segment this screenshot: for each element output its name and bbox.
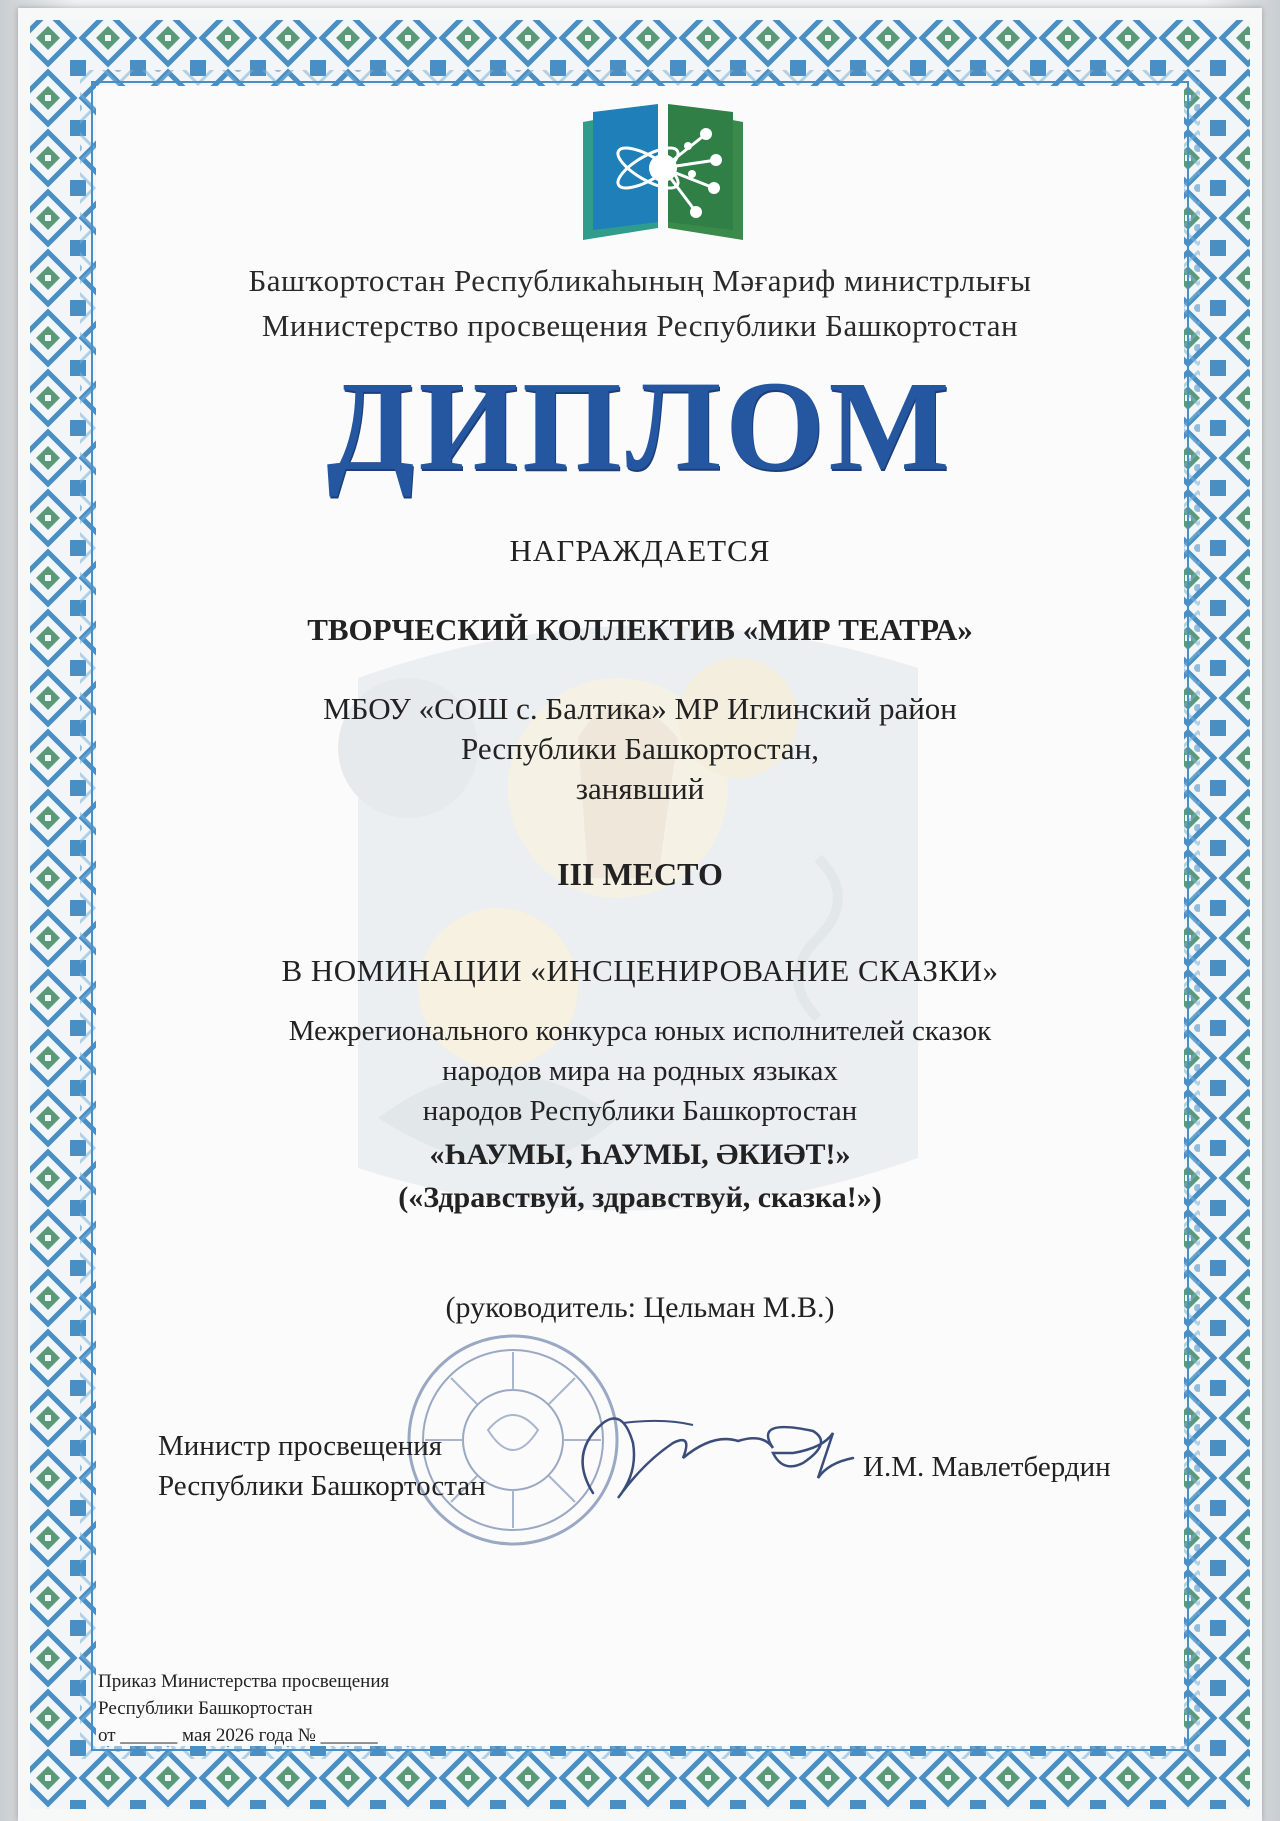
school-name: МБОУ «СОШ с. Балтика» МР Иглинский район: [323, 691, 957, 726]
handwritten-signature-icon: [563, 1403, 863, 1513]
signer-position-line2: Республики Башкортостан: [158, 1470, 486, 1502]
leader-name: (руководитель: Цельман М.В.): [445, 1291, 835, 1324]
took-place-label: занявший: [575, 771, 705, 806]
signer-name: И.М. Мавлетбердин: [863, 1451, 1111, 1483]
diploma-title: ДИПЛОМ: [326, 355, 954, 497]
order-reference: [98, 1668, 389, 1749]
ministry-name-russian: Министерство просвещения Республики Башкортостан: [261, 308, 1019, 343]
region-name: Республики Башкортостан,: [461, 731, 819, 766]
contest-name-russian: («Здравствуй, здравствуй, сказка!»): [398, 1181, 882, 1214]
diploma-sheet: [18, 8, 1262, 1821]
signer-position-line1: Министр просвещения: [158, 1430, 443, 1462]
order-line3: от ______ мая 2026 года № ______: [98, 1725, 378, 1746]
contest-name: «ҺАУМЫ, ҺАУМЫ, ӘКИӘТ!»: [429, 1138, 851, 1171]
signer-position: [158, 1426, 486, 1506]
awarded-label: НАГРАЖДАЕТСЯ: [509, 533, 771, 568]
order-line1: Приказ Министерства просвещения: [98, 1671, 390, 1692]
award-place: III МЕСТО: [557, 856, 723, 892]
contest-description-line1: Межрегионального конкурса юных исполнителей сказок: [288, 1015, 992, 1047]
nomination-title: В НОМИНАЦИИ «ИНСЦЕНИРОВАНИЕ СКАЗКИ»: [281, 953, 999, 988]
contest-description-line3: народов Республики Башкортостан: [422, 1095, 858, 1127]
contest-description-line2: народов мира на родных языках: [442, 1055, 838, 1087]
book-atom-emblem-icon: [578, 104, 748, 244]
order-line2: Республики Башкортостан: [98, 1698, 313, 1719]
ministry-name-bashkir: Башҡортостан Республикаһының Мәғариф министрлығы: [248, 263, 1032, 298]
recipient-name: ТВОРЧЕСКИЙ КОЛЛЕКТИВ «МИР ТЕАТРА»: [307, 612, 973, 647]
